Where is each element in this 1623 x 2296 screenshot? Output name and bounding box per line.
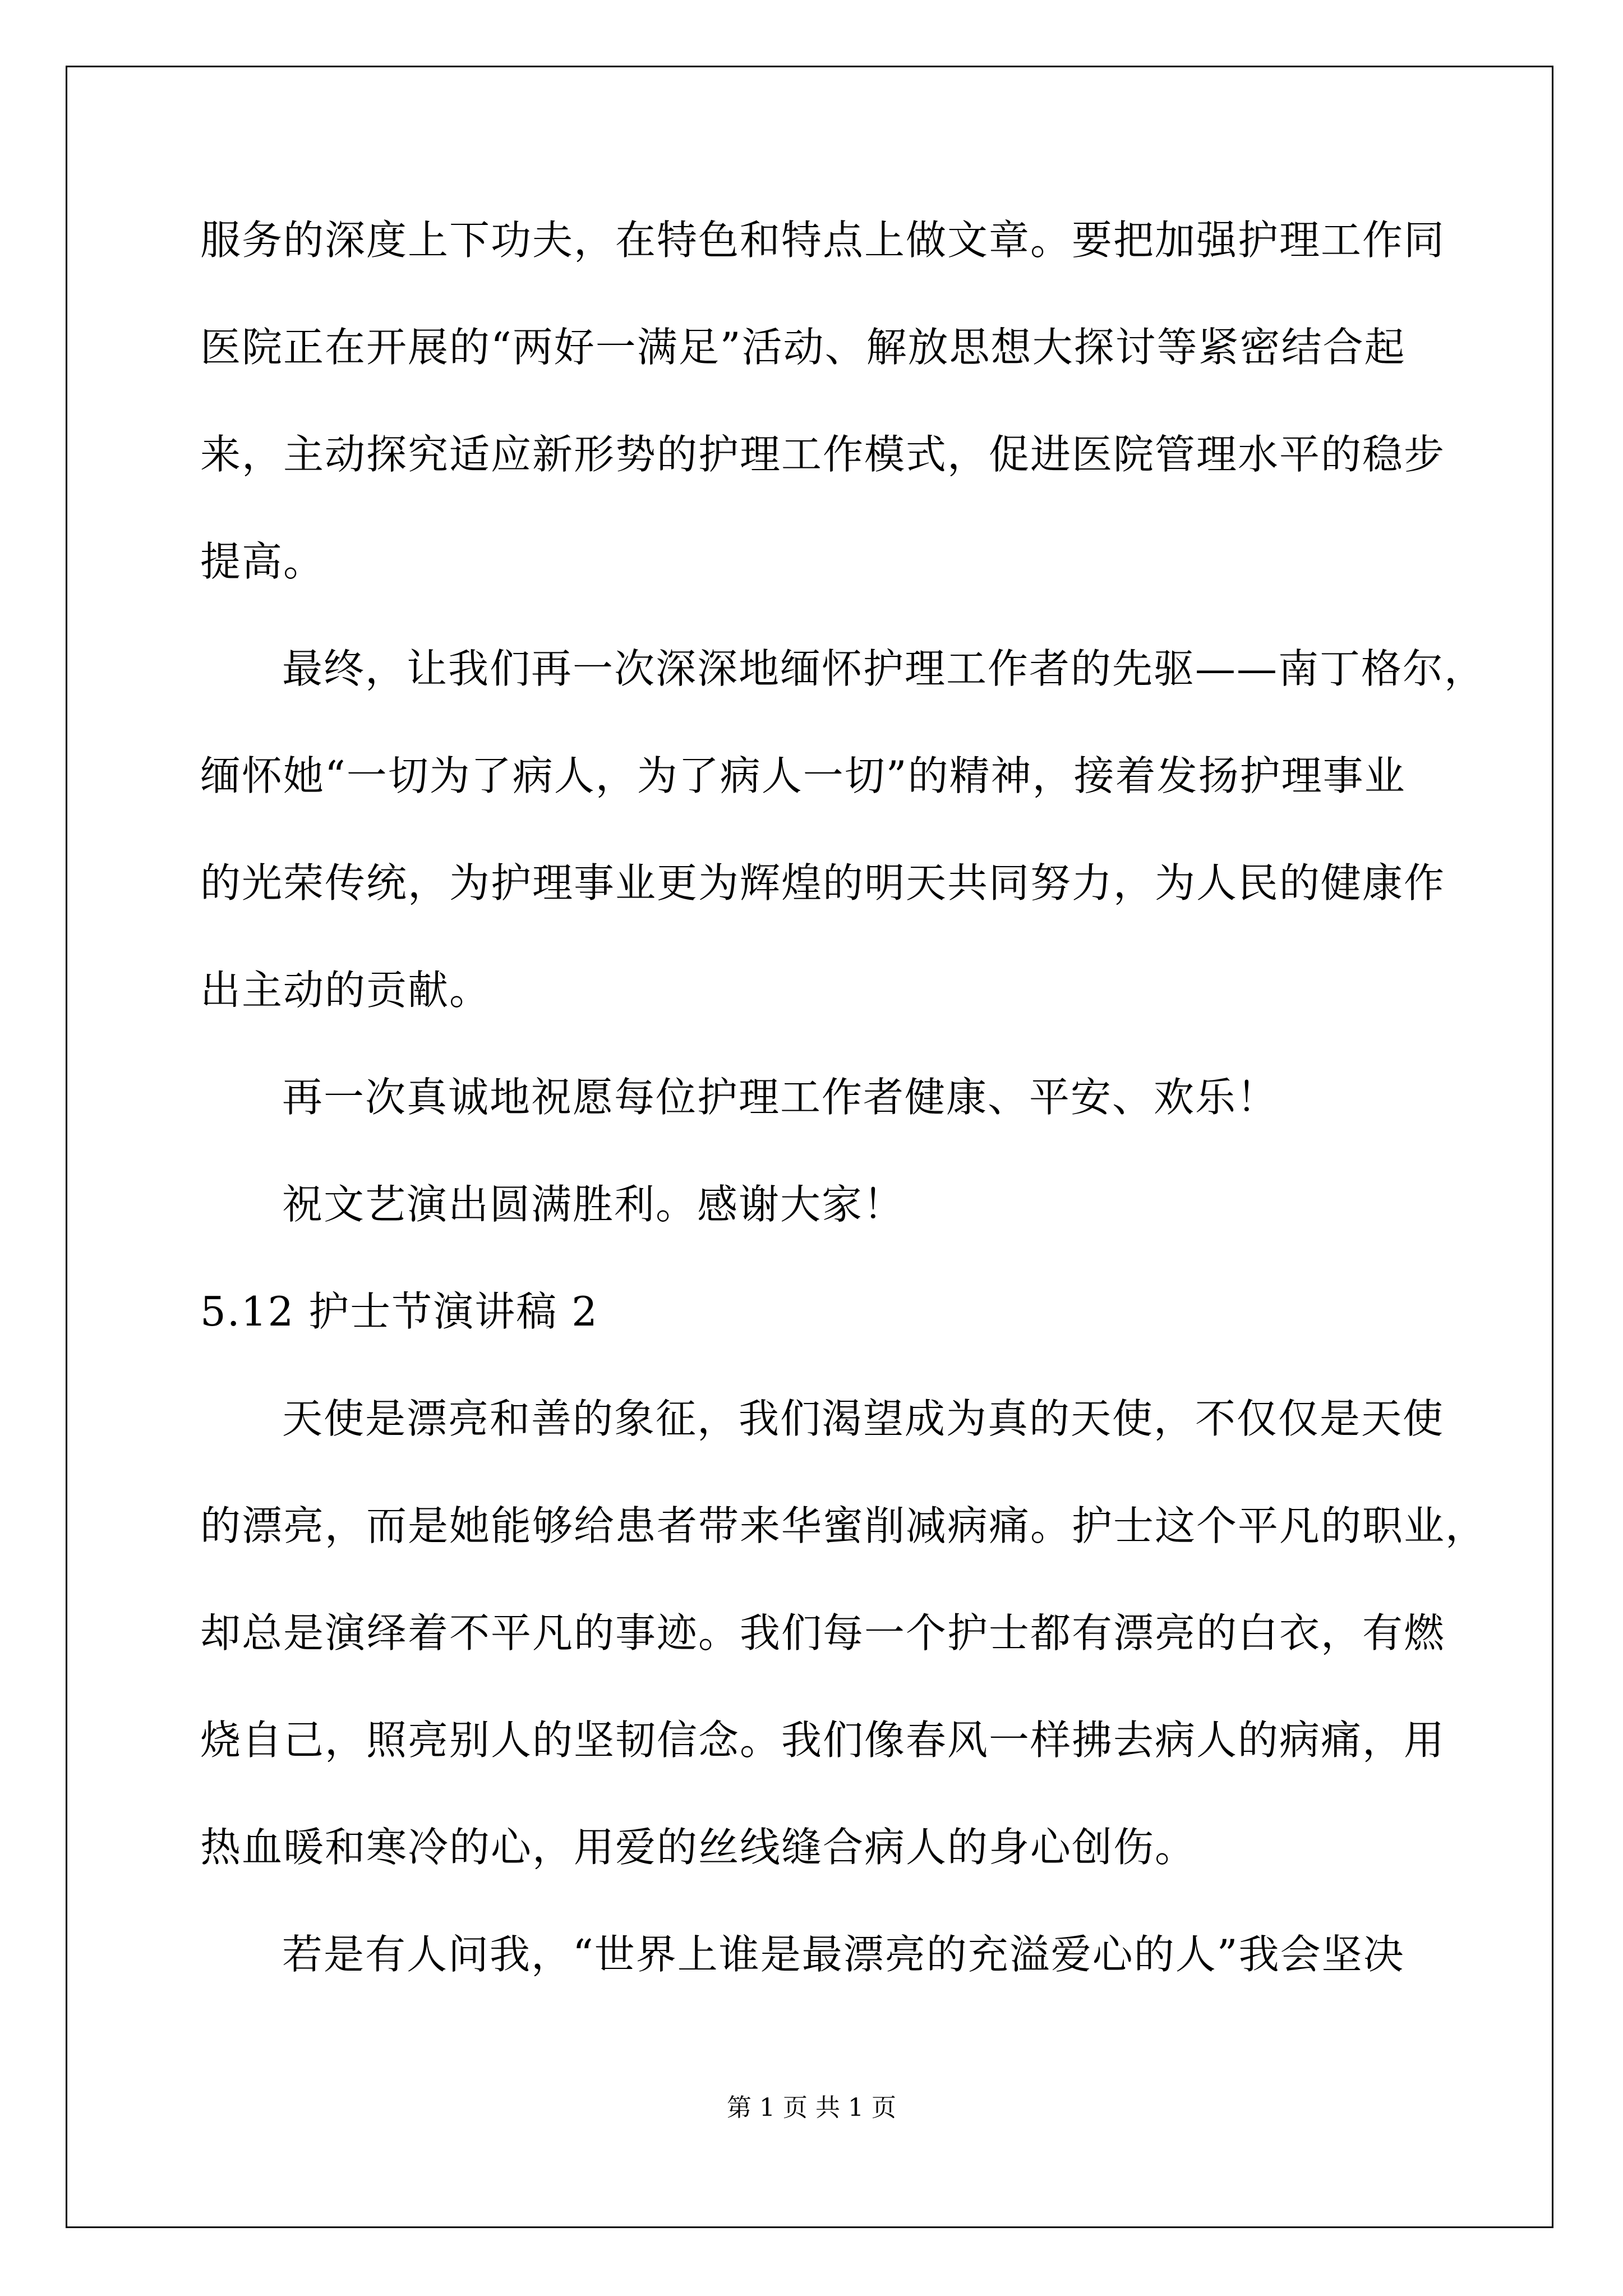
section-heading: 5.12 护士节演讲稿 2 <box>200 1288 598 1335</box>
text-line: 服务的深度上下功夫，在特色和特点上做文章。要把加强护理工作同 <box>200 217 1446 264</box>
paragraph-start: 再一次真诚地祝愿每位护理工作者健康、平安、欢乐！ <box>282 1074 1279 1121</box>
text-line: 医院正在开展的“两好一满足”活动、解放思想大探讨等紧密结合起 <box>200 324 1406 371</box>
text-line: 出主动的贡献。 <box>200 967 491 1014</box>
page-border <box>66 66 1553 2228</box>
paragraph-start: 祝文艺演出圆满胜利。感谢大家！ <box>282 1181 905 1228</box>
text-line: 来，主动探究适应新形势的护理工作模式，促进医院管理水平的稳步 <box>200 431 1446 478</box>
text-line: 热血暖和寒冷的心，用爱的丝线缝合病人的身心创伤。 <box>200 1824 1197 1871</box>
text-line: 却总是演绎着不平凡的事迹。我们每一个护士都有漂亮的白衣，有燃 <box>200 1609 1446 1657</box>
paragraph-start: 若是有人问我，“世界上谁是最漂亮的充溢爱心的人”我会坚决 <box>282 1931 1405 1978</box>
text-line: 烧自己，照亮别人的坚韧信念。我们像春风一样拂去病人的病痛，用 <box>200 1717 1446 1764</box>
text-line: 提高。 <box>200 538 325 585</box>
paragraph-start: 最终，让我们再一次深深地缅怀护理工作者的先驱——南丁格尔， <box>282 645 1486 692</box>
text-line: 的漂亮，而是她能够给患者带来华蜜削减病痛。护士这个平凡的职业， <box>200 1502 1487 1549</box>
paragraph-start: 天使是漂亮和善的象征，我们渴望成为真的天使，不仅仅是天使 <box>282 1395 1445 1442</box>
text-line: 缅怀她“一切为了病人，为了病人一切”的精神，接着发扬护理事业 <box>200 752 1406 799</box>
page-number-footer: 第 1 页 共 1 页 <box>727 2093 896 2122</box>
text-line: 的光荣传统，为护理事业更为辉煌的明天共同努力，为人民的健康作 <box>200 859 1446 907</box>
